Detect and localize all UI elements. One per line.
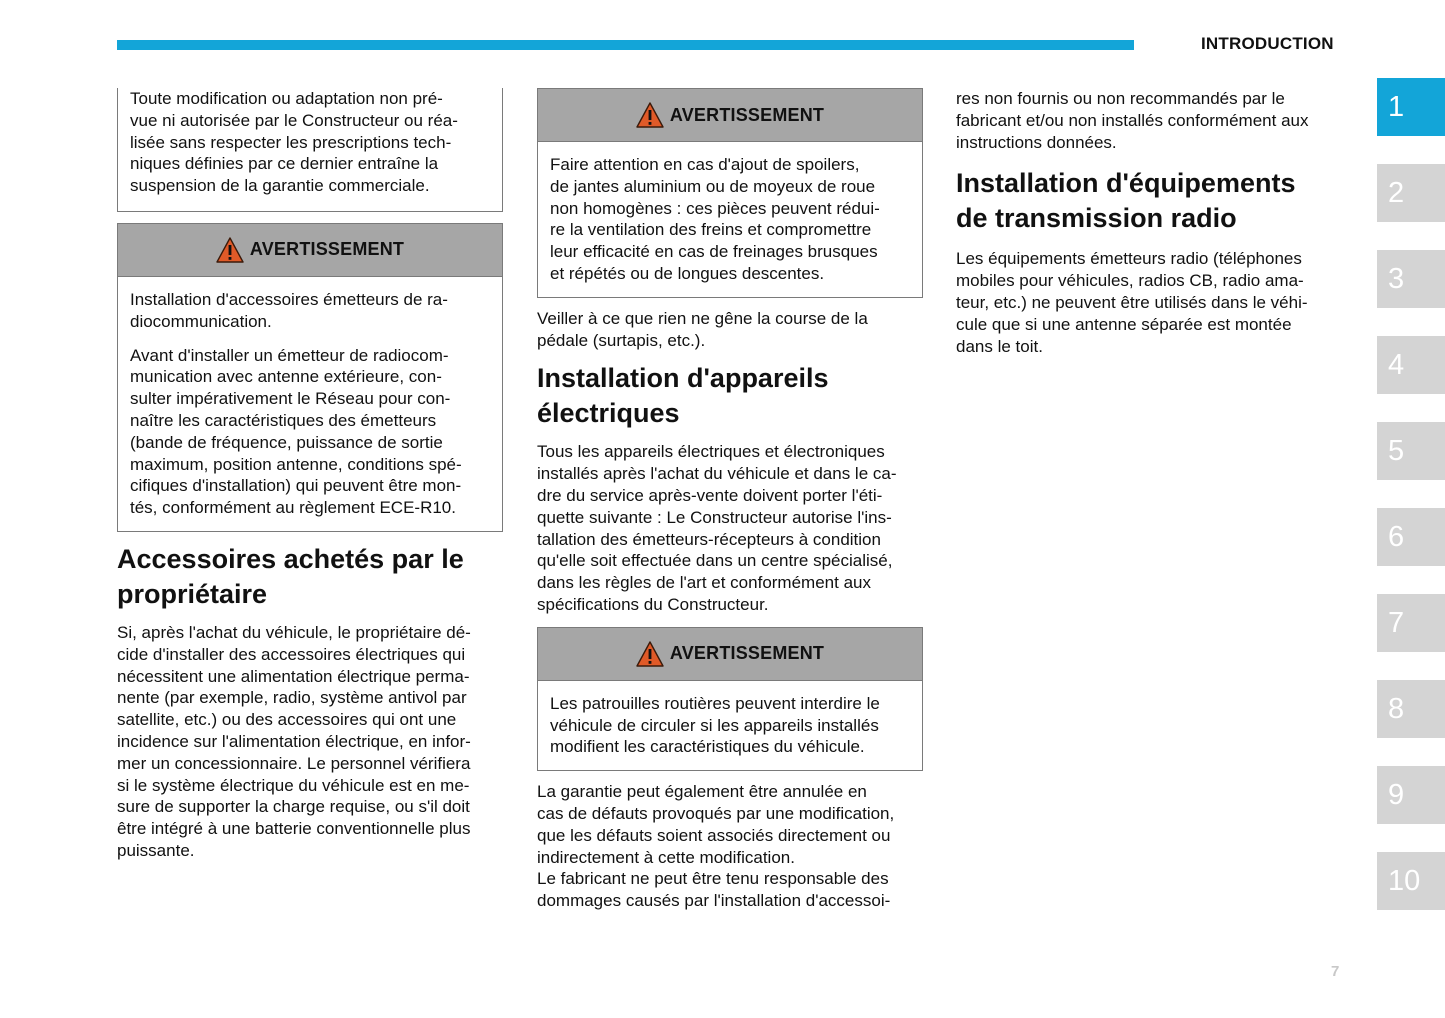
note-text: Toute modification ou adaptation non pré- vue ni autorisée par le Constructeur ou réa- lisée sans respecter les prescriptions tech- niques définies par ce dernier entraîne la suspension de la garantie commerciale. xyxy=(130,89,458,196)
column-1 xyxy=(117,88,503,862)
warning-title: AVERTISSEMENT xyxy=(249,239,405,260)
section-heading: Installation d'équipements de transmission radio xyxy=(956,168,1296,234)
body-paragraph: Si, après l'achat du véhicule, le propriétaire dé- cide d'installer des accessoires électriques qui nécessitent une alimentation électrique perma- nente (par exemple, radio, système antivol par satellite, etc.) ou des accessoires qui ont une incidence sur l'alimentation électrique, en infor- mer un concessionnaire. Le personnel vérifiera si le système électrique du véhicule est en me- sure de supporter la charge requise, ou s'il doit être intégré à une batterie conventionnelle plus puissante. xyxy=(117,622,471,860)
warning-header xyxy=(118,224,502,277)
body-paragraph: Veiller à ce que rien ne gêne la course de la pédale (surtapis, etc.). xyxy=(537,308,868,350)
page-number: 7 xyxy=(1331,963,1340,980)
chapter-tab-3[interactable]: 3 xyxy=(1377,250,1445,308)
section-title: INTRODUCTION xyxy=(1201,34,1334,53)
warning-box xyxy=(537,88,923,298)
warning-title: AVERTISSEMENT xyxy=(669,643,825,664)
chapter-tab-7[interactable]: 7 xyxy=(1377,594,1445,652)
warning-text: Les patrouilles routières peuvent interdire le véhicule de circuler si les appareils installés modifient les caractéristiques du véhicule. xyxy=(550,693,880,757)
chapter-tab-2[interactable]: 2 xyxy=(1377,164,1445,222)
warning-header xyxy=(538,89,922,142)
chapter-tab-4[interactable]: 4 xyxy=(1377,336,1445,394)
chapter-tab-10[interactable]: 10 xyxy=(1377,852,1445,910)
warning-triangle-icon xyxy=(636,102,664,128)
body-paragraph: Tous les appareils électriques et électroniques installés après l'achat du véhicule et dans le ca- dre du service après-vente doivent porter l'éti- quette suivante : Le Constructeur autorise l'ins- tallation des émetteurs-récepteurs à condition qu'elle soit effectuée dans un centre spécialisé, dans les règles de l'art et conformément aux spécifications du Constructeur. xyxy=(537,442,897,614)
column-3 xyxy=(956,88,1342,357)
warning-box xyxy=(537,627,923,771)
body-paragraph: Les équipements émetteurs radio (téléphones mobiles pour véhicules, radios CB, radio ama- teur, etc.) ne peuvent être utilisés dans le véhi- cule que si une antenne séparée est montée dans le toit. xyxy=(956,249,1308,356)
warning-text: Faire attention en cas d'ajout de spoilers, de jantes aluminium ou de moyeux de roue non homogènes : ces pièces peuvent rédui- re la ventilation des freins et compromettre leur efficacité en cas de freinages brusques et répétés ou de longues descentes. xyxy=(550,155,880,283)
chapter-tab-6[interactable]: 6 xyxy=(1377,508,1445,566)
section-heading: Accessoires achetés par le propriétaire xyxy=(117,543,464,609)
warning-header xyxy=(538,628,922,681)
chapter-tab-9[interactable]: 9 xyxy=(1377,766,1445,824)
chapter-tab-1[interactable]: 1 xyxy=(1377,78,1445,136)
warning-triangle-icon xyxy=(636,641,664,667)
header-accent-bar xyxy=(117,40,1134,50)
warning-triangle-icon xyxy=(216,237,244,263)
column-2 xyxy=(537,88,923,912)
body-paragraph: La garantie peut également être annulée en cas de défauts provoqués par une modification, que les défauts soient associés directement ou indirectement à cette modification. Le fabricant ne peut être tenu responsable des dommages causés par l'installation d'accessoi- xyxy=(537,782,895,911)
warning-text: Installation d'accessoires émetteurs de ra- diocommunication. xyxy=(130,289,448,331)
chapter-tab-5[interactable]: 5 xyxy=(1377,422,1445,480)
note-box xyxy=(117,88,503,212)
body-paragraph: res non fournis ou non recommandés par le fabricant et/ou non installés conformément aux instructions données. xyxy=(956,89,1309,152)
warning-title: AVERTISSEMENT xyxy=(669,104,825,125)
chapter-tab-8[interactable]: 8 xyxy=(1377,680,1445,738)
warning-text: Avant d'installer un émetteur de radiocom- munication avec antenne extérieure, con- sulter impérativement le Réseau pour con- naître les caractéristiques des émetteurs (bande de fréquence, puissance de sortie maximum, position antenne, conditions spé- cifiques d'installation) qui peuvent être mon- tés, conformément au règlement ECE-R10. xyxy=(130,345,462,518)
section-heading: Installation d'appareils électriques xyxy=(537,363,829,429)
warning-box xyxy=(117,223,503,532)
